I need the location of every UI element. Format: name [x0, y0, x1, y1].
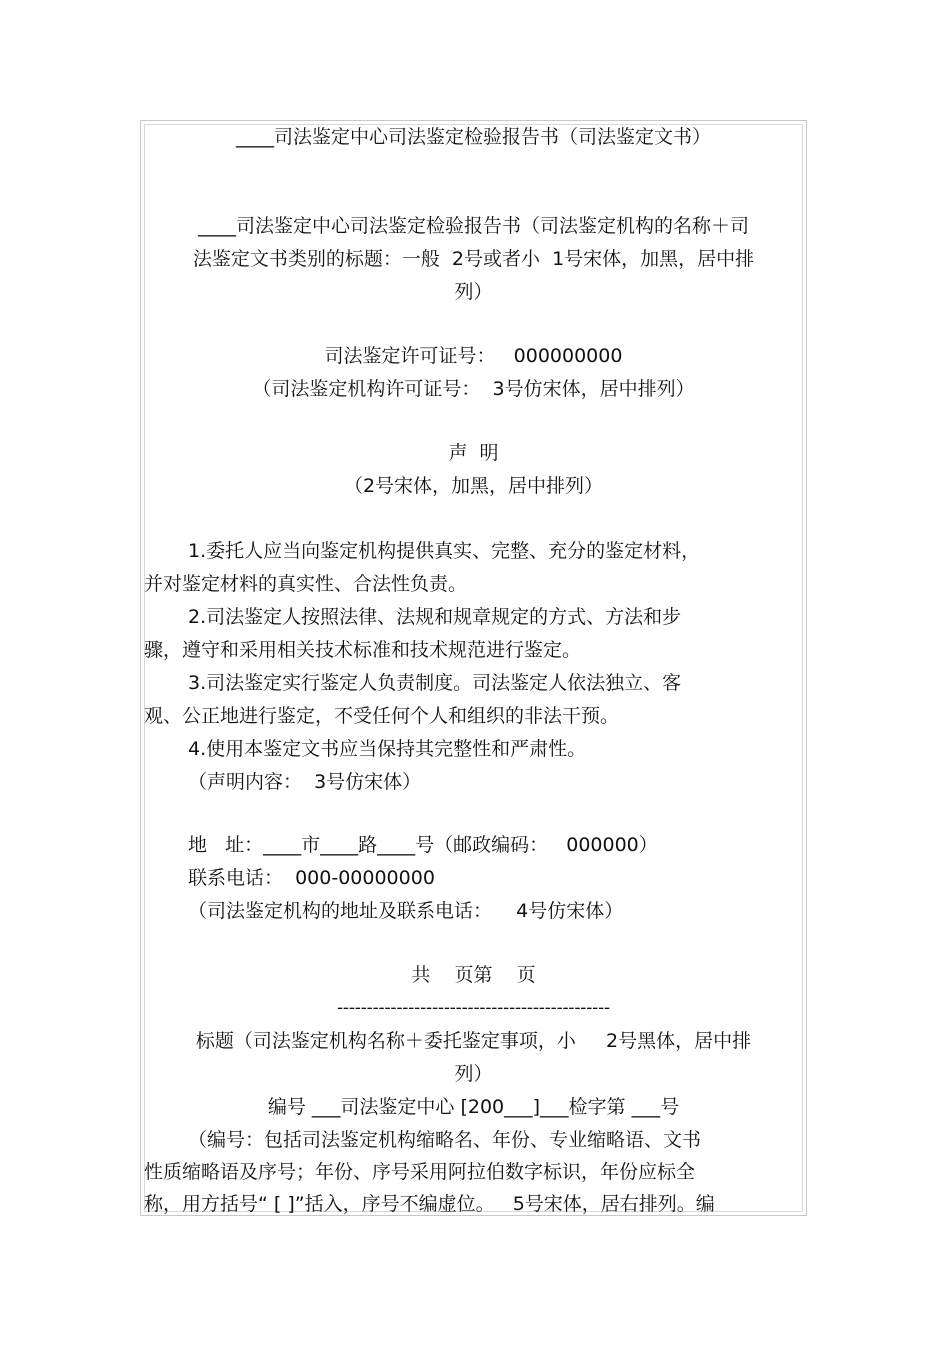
subtitle-line-2: 列）: [454, 1063, 493, 1085]
report-number: 编号 ___司法鉴定中心 [200___]___检字第 ___号: [267, 1096, 680, 1118]
page-count: 共 页第 页: [411, 964, 536, 986]
subtitle-line-1: 标题（司法鉴定机构名称＋委托鉴定事项，小 2号黑体，居中排: [195, 1030, 752, 1052]
statement-line-7: 4.使用本鉴定文书应当保持其完整性和严肃性。: [188, 738, 587, 760]
contact-note: （司法鉴定机构的地址及联系电话： 4号仿宋体）: [188, 900, 624, 922]
top-title: ____司法鉴定中心司法鉴定检验报告书（司法鉴定文书）: [235, 126, 711, 148]
statement-line-1: 1.委托人应当向鉴定机构提供真实、完整、充分的鉴定材料，: [188, 540, 701, 562]
divider-line: ----------------------------------------------: [337, 998, 610, 1018]
statement-line-6: 观、公正地进行鉴定，不受任何个人和组织的非法干预。: [144, 705, 620, 727]
statement-line-5: 3.司法鉴定实行鉴定人负责制度。司法鉴定人依法独立、客: [188, 672, 682, 694]
statement-line-2: 并对鉴定材料的真实性、合法性负责。: [144, 573, 468, 595]
number-note-line-1: （编号：包括司法鉴定机构缩略名、年份、专业缩略语、文书: [188, 1129, 702, 1151]
title-line-3: 列）: [454, 281, 493, 303]
phone-line: 联系电话： 000-00000000: [188, 867, 435, 889]
statement-heading-note: （2号宋体，加黑，居中排列）: [343, 475, 604, 497]
statement-note: （声明内容： 3号仿宋体）: [188, 771, 422, 793]
number-note-line-3: 称，用方括号“ [ ]”括入，序号不编虚位。 5号宋体，居右排列。编: [144, 1193, 715, 1215]
address-line: 地 址：____市____路____号（邮政编码： 000000）: [188, 834, 658, 856]
statement-heading: 声 明: [448, 442, 499, 464]
license-line: 司法鉴定许可证号： 000000000: [324, 345, 623, 367]
license-note: （司法鉴定机构许可证号： 3号仿宋体，居中排列）: [252, 378, 695, 400]
title-line-2: 法鉴定文书类别的标题：一般 2号或者小 1号宋体，加黑，居中排: [192, 248, 755, 270]
number-note-line-2: 性质缩略语及序号；年份、序号采用阿拉伯数字标识，年份应标全: [144, 1161, 696, 1183]
statement-line-4: 骤，遵守和采用相关技术标准和技术规范进行鉴定。: [144, 639, 582, 661]
statement-line-3: 2.司法鉴定人按照法律、法规和规章规定的方式、方法和步: [188, 606, 682, 628]
title-line-1: ____司法鉴定中心司法鉴定检验报告书（司法鉴定机构的名称＋司: [197, 215, 749, 237]
